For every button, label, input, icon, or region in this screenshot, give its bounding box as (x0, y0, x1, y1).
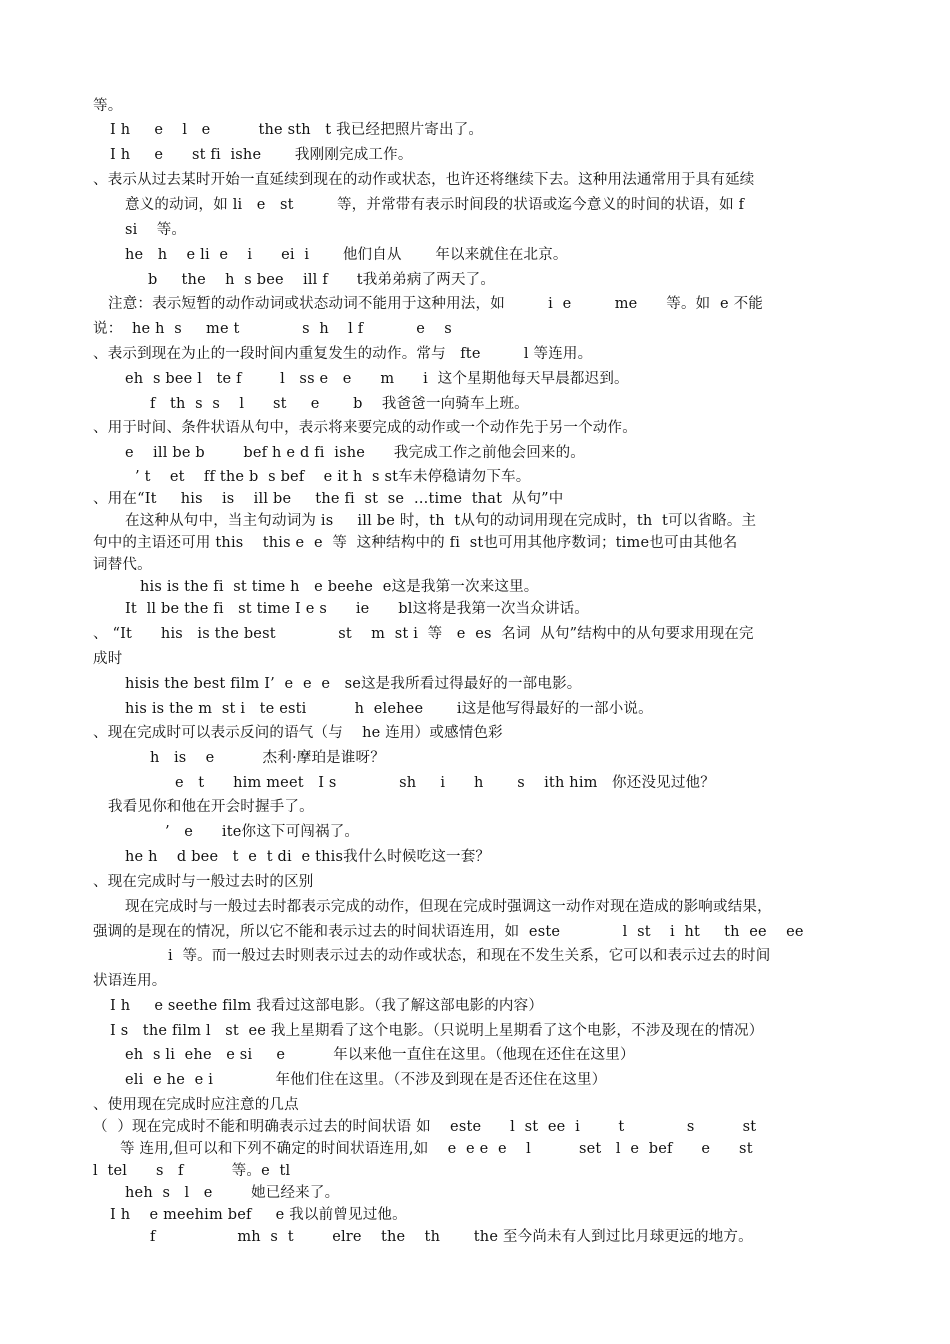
example-sentence: I h e seethe film 我看过这部电影。（我了解这部电影的内容） (110, 998, 544, 1014)
section-heading: 、现在完成时可以表示反问的语气（与 he 连用）或感情色彩 (93, 725, 503, 741)
paragraph-line: 在这种从句中，当主句动词为 is ill be 时，th t从句的动词用现在完成时，th t可以省略。主 (125, 513, 757, 529)
example-sentence: his is the m st i te esti h elehee i这是他写得最好的一部小说。 (125, 701, 653, 717)
example-sentence: ’ t et ff the b s bef e it h s st车未停稳请勿下车。 (135, 469, 531, 485)
example-sentence: he h d bee t e t di e this我什么时候吃这一套？ (125, 849, 491, 865)
section-heading: 、现在完成时与一般过去时的区别 (93, 874, 314, 890)
example-sentence: f mh s t elre the th the 至今尚未有人到过比月球更远的地方。 (150, 1229, 753, 1245)
paragraph-line: si 等。 (125, 222, 187, 238)
example-sentence: 我看见你和他在开会时握手了。 (108, 799, 314, 815)
example-sentence: f th s s l st e b 我爸爸一向骑车上班。 (150, 396, 529, 412)
example-sentence: I s the film l st ee 我上星期看了这个电影。（只说明上星期看了这个电影，不涉及现在的情况） (110, 1023, 764, 1039)
section-heading: 、 “It his is the best st m st i 等 e es 名词 从句”结构中的从句要求用现在完 (93, 626, 754, 642)
example-sentence: b the h s bee ill f t我弟弟病了两天了。 (148, 272, 496, 288)
example-sentence: ’ e ite你这下可闯祸了。 (165, 824, 360, 840)
paragraph-line: l tel s f 等。e tl (93, 1163, 291, 1179)
example-sentence: he h e li e i ei i 他们自从 年以来就住在北京。 (125, 247, 568, 263)
example-sentence: e t him meet I s sh i h s ith him 你还没见过他？ (175, 775, 715, 791)
example-sentence: hisis the best film I’ e e e se这是我所看过得最好的一部电影。 (125, 676, 582, 692)
example-sentence: I h e st fi ishe 我刚刚完成工作。 (110, 147, 413, 163)
example-sentence: eh s bee l te f l ss e e m i 这个星期他每天早晨都迟到。 (125, 371, 629, 387)
example-sentence: eli e he e i 年他们住在这里。（不涉及到现在是否还住在这里） (125, 1072, 607, 1088)
example-sentence: his is the fi st time h e beehe e这是我第一次来这里。 (140, 579, 539, 595)
section-heading: 、表示到现在为止的一段时间内重复发生的动作。常与 fte l 等连用。 (93, 346, 593, 362)
example-sentence: It ll be the fi st time I e s ie bl这将是我第一次当众讲话。 (125, 601, 590, 617)
example-sentence: I h e meehim bef e 我以前曾见过他。 (110, 1207, 407, 1223)
section-heading: 、使用现在完成时应注意的几点 (93, 1097, 299, 1113)
section-heading: 、用在“It his is ill be the fi st se …time that 从句”中 (93, 491, 564, 507)
note-line: 说： he h s me t s h l f e s (93, 321, 452, 337)
paragraph-line: 强调的是现在的情况，所以它不能和表示过去的时间状语连用，如 este l st i ht th ee ee (93, 924, 804, 940)
section-heading: 、用于时间、条件状语从句中，表示将来要完成的动作或一个动作先于另一个动作。 (93, 420, 637, 436)
paragraph-line: （ ）现在完成时不能和明确表示过去的时间状语 如 este l st ee i t s st (93, 1119, 757, 1135)
text-line: 等。 (93, 98, 123, 114)
paragraph-line: i 等。而一般过去时则表示过去的动作或状态，和现在不发生关系，它可以和表示过去的时间 (168, 948, 771, 964)
paragraph-line: 意义的动词，如 li e st 等，并常带有表示时间段的状语或迄今意义的时间的状语，如 f (125, 197, 745, 213)
paragraph-line: 词替代。 (93, 557, 152, 573)
note-line: 注意：表示短暂的动作动词或状态动词不能用于这种用法，如 i e me 等。如 e 不能 (108, 296, 763, 312)
example-sentence: h is e 杰利·摩珀是谁呀？ (150, 750, 385, 766)
paragraph-line: 句中的主语还可用 this this e e 等 这种结构中的 fi st也可用其他序数词；time也可由其他名 (93, 535, 738, 551)
paragraph-line: 成时 (93, 651, 123, 667)
paragraph-line: 状语连用。 (93, 973, 167, 989)
section-heading: 、表示从过去某时开始一直延续到现在的动作或状态，也许还将继续下去。这种用法通常用于具有延续 (93, 172, 755, 188)
example-sentence: e ill be b bef h e d fi ishe 我完成工作之前他会回来的。 (125, 445, 586, 461)
example-sentence: I h e l e the sth t 我已经把照片寄出了。 (110, 122, 484, 138)
example-sentence: eh s li ehe e si e 年以来他一直住在这里。（他现在还住在这里） (125, 1047, 635, 1063)
paragraph-line: 现在完成时与一般过去时都表示完成的动作，但现在完成时强调这一动作对现在造成的影响或结果， (125, 899, 772, 915)
paragraph-line: 等 连用,但可以和下列不确定的时间状语连用,如 e e e e l set l e bef e st (120, 1141, 753, 1157)
example-sentence: heh s l e 她已经来了。 (125, 1185, 340, 1201)
